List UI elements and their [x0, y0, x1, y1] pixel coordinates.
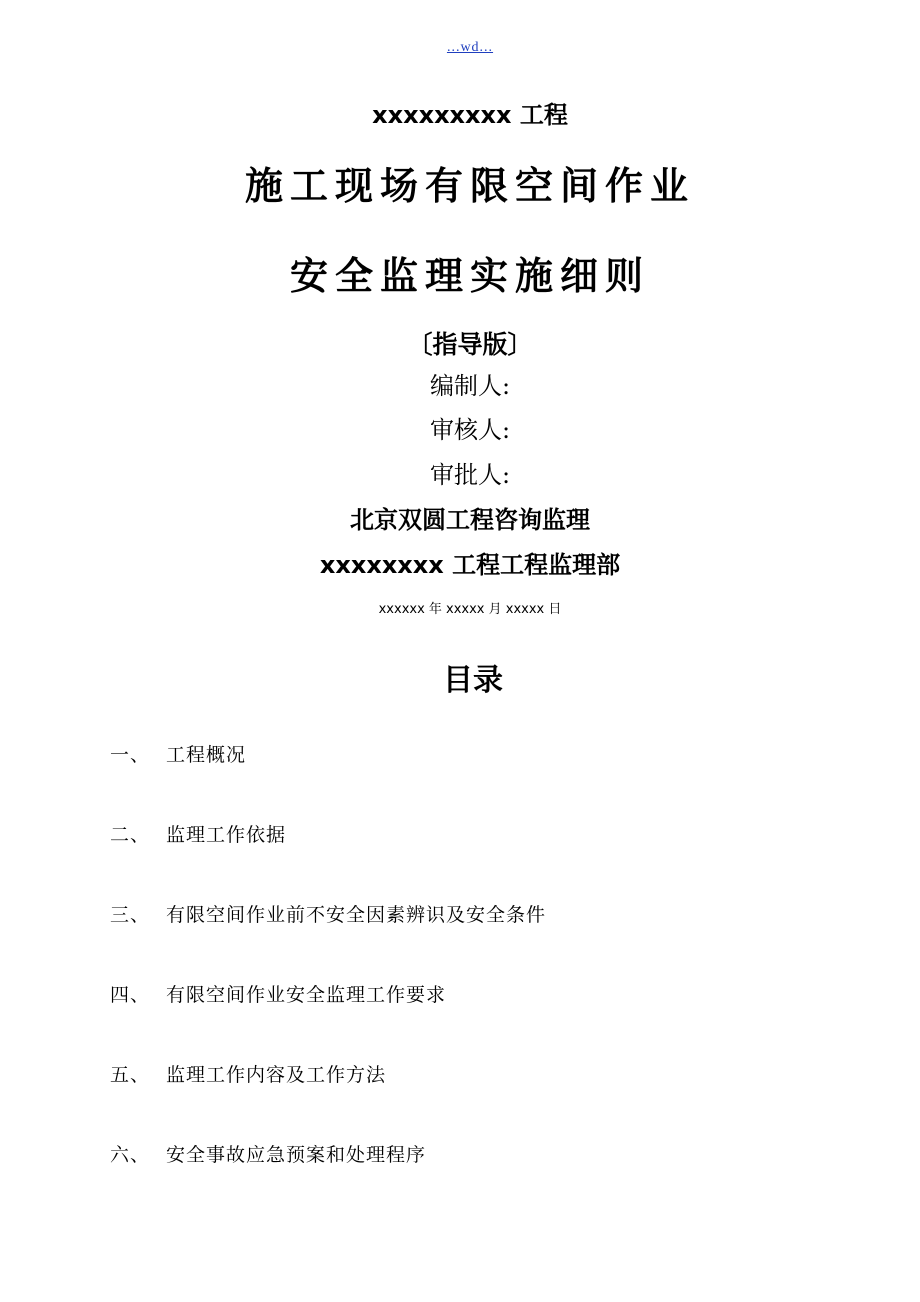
department-name: xxxxxxxx 工程工程监理部 — [319, 551, 621, 579]
document-date: xxxxxx 年 xxxxx 月 xxxxx 日 — [378, 602, 562, 617]
toc-item[interactable] — [110, 900, 870, 980]
toc-title: 目录 — [443, 663, 503, 698]
toc-list — [110, 740, 870, 1220]
toc-item-text: 监理工作内容及工作方法 — [166, 1064, 387, 1086]
document-title-line1: 施工现场有限空间作业 — [244, 164, 695, 208]
toc-item[interactable] — [110, 980, 870, 1060]
toc-item[interactable] — [110, 1140, 870, 1220]
document-title-line2: 安全监理实施细则 — [289, 254, 650, 298]
toc-item-number: 二、 — [110, 824, 151, 846]
toc-item-text: 工程概况 — [166, 744, 247, 766]
organization-name: 北京双圆工程咨询监理 — [350, 506, 590, 534]
compiler-label: 编制人: — [429, 372, 511, 400]
toc-item[interactable] — [110, 820, 870, 900]
toc-item-text: 安全事故应急预案和处理程序 — [166, 1144, 427, 1166]
project-title: xxxxxxxxx 工程 — [372, 101, 568, 129]
toc-item-number: 一、 — [110, 744, 151, 766]
toc-item-number: 六、 — [110, 1144, 151, 1166]
toc-item-text: 有限空间作业安全监理工作要求 — [166, 984, 447, 1006]
toc-item-text: 监理工作依据 — [166, 824, 287, 846]
toc-item[interactable] — [110, 740, 870, 820]
toc-item[interactable] — [110, 1060, 870, 1140]
approver-label: 审批人: — [429, 461, 511, 489]
reviewer-label: 审核人: — [429, 416, 511, 444]
toc-item-text: 有限空间作业前不安全因素辨识及安全条件 — [166, 904, 547, 926]
edition-label: 〔指导版〕 — [407, 330, 533, 359]
header-link[interactable]: ...wd... — [446, 40, 494, 55]
toc-item-number: 四、 — [110, 984, 151, 1006]
toc-item-number: 三、 — [110, 904, 151, 926]
toc-item-number: 五、 — [110, 1064, 151, 1086]
